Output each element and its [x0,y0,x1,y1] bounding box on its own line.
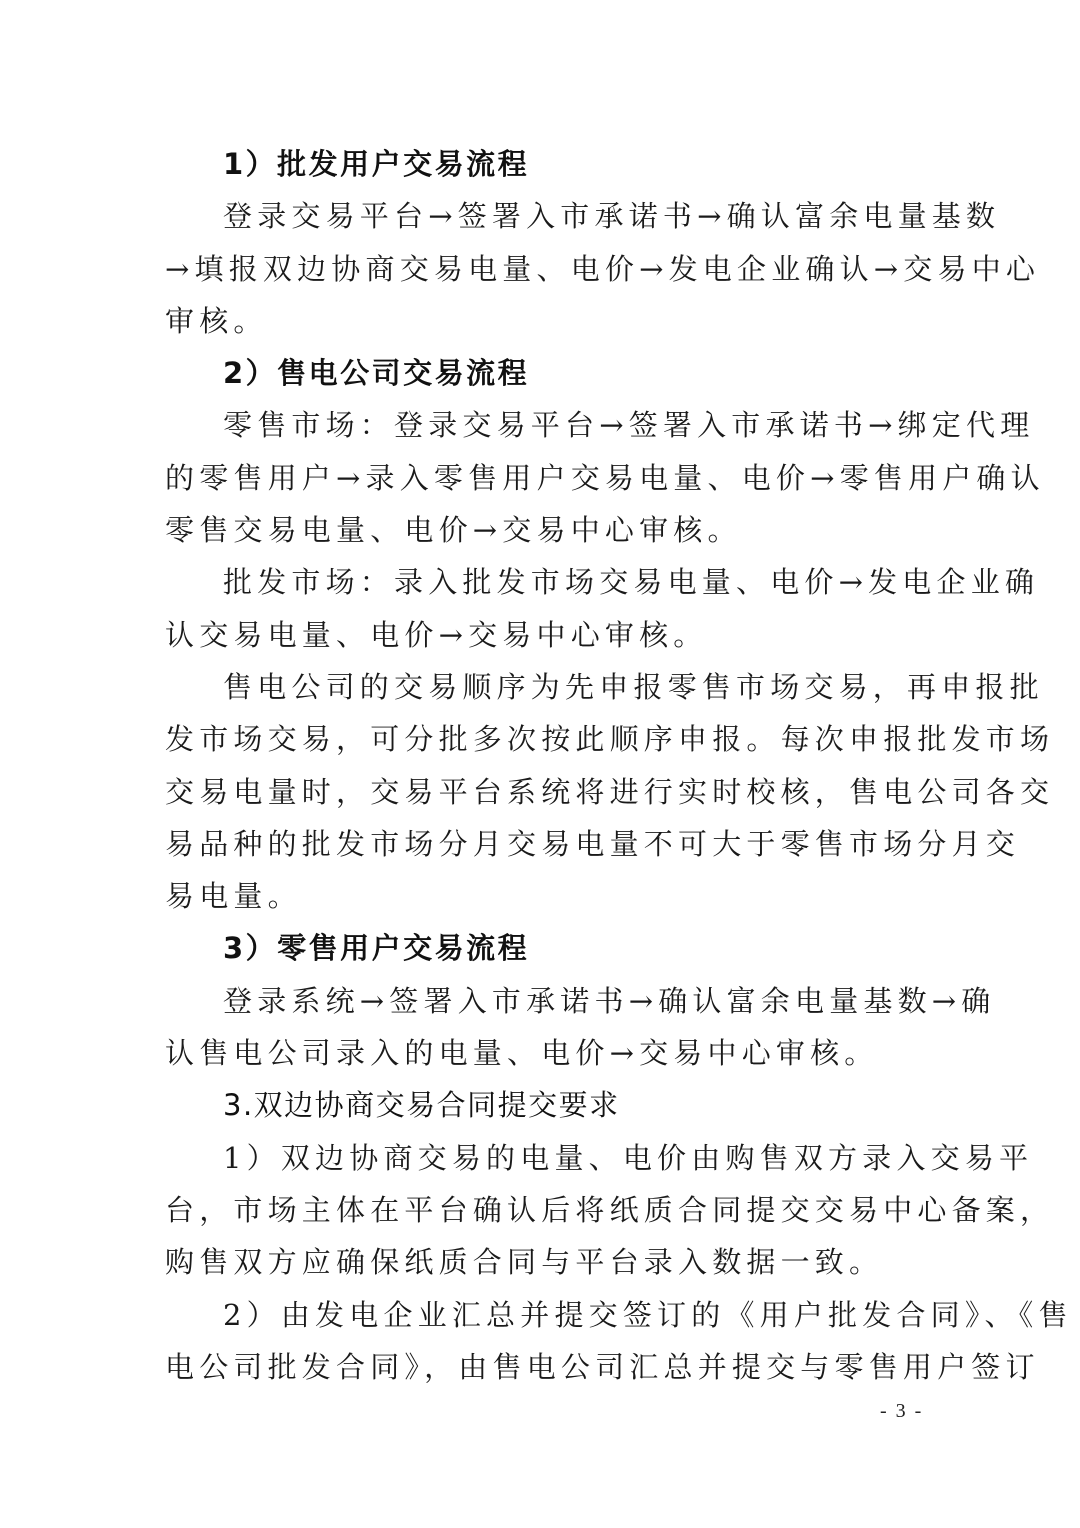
paragraph-line: 台，市场主体在平台确认后将纸质合同提交交易中心备案， [165,1192,1055,1227]
section-heading-retailer-flow: 2）售电公司交易流程 [223,356,530,391]
paragraph-line: 批发市场：录入批发市场交易电量、电价→发电企业确 [223,565,1040,600]
paragraph-line: 登录交易平台→签署入市承诺书→确认富余电量基数 [223,199,1001,234]
paragraph-line: 的零售用户→录入零售用户交易电量、电价→零售用户确认 [165,460,1045,495]
section-heading-contract-requirements: 3.双边协商交易合同提交要求 [223,1088,620,1123]
paragraph-line: 1）双边协商交易的电量、电价由购售双方录入交易平 [223,1140,1034,1175]
paragraph-line: 认交易电量、电价→交易中心审核。 [165,617,708,652]
paragraph-line: 认售电公司录入的电量、电价→交易中心审核。 [165,1036,879,1071]
paragraph-line: 购售双方应确保纸质合同与平台录入数据一致。 [165,1245,884,1280]
section-heading-retail-user-flow: 3）零售用户交易流程 [223,931,530,966]
paragraph-line: 2）由发电企业汇总并提交签订的《用户批发合同》、《售 [223,1297,1073,1332]
paragraph-line: →填报双边协商交易电量、电价→发电企业确认→交易中心 [165,251,1041,286]
page-number: - 3 - [880,1400,924,1422]
paragraph-line: 发市场交易，可分批多次按此顺序申报。每次申报批发市场 [165,722,1055,757]
paragraph-line: 零售市场：登录交易平台→签署入市承诺书→绑定代理 [223,408,1035,443]
section-heading-wholesale-user-flow: 1）批发用户交易流程 [223,147,530,181]
paragraph-line: 售电公司的交易顺序为先申报零售市场交易，再申报批 [223,669,1044,704]
paragraph-line: 登录系统→签署入市承诺书→确认富余电量基数→确 [223,983,996,1018]
document-page [165,138,1073,1393]
paragraph-line: 易品种的批发市场分月交易电量不可大于零售市场分月交 [165,826,1021,861]
paragraph-line: 易电量。 [165,879,302,914]
paragraph-line: 交易电量时，交易平台系统将进行实时校核，售电公司各交 [165,774,1055,809]
paragraph-line: 零售交易电量、电价→交易中心审核。 [165,513,742,548]
paragraph-line: 电公司批发合同》，由售电公司汇总并提交与零售用户签订 [165,1349,1040,1384]
paragraph-line: 审核。 [165,303,268,338]
